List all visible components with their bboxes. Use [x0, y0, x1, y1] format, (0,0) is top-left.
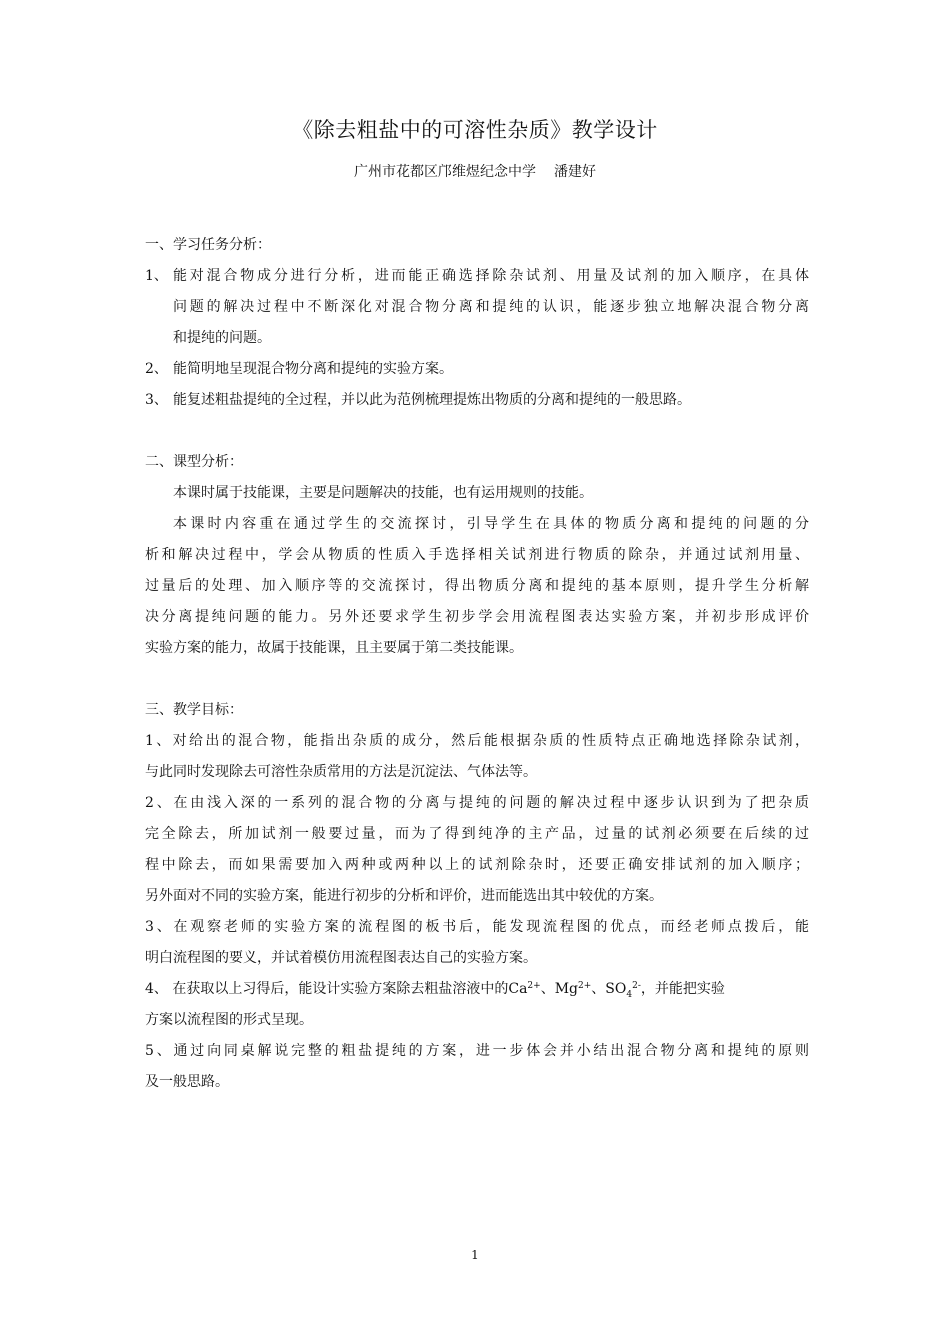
ion-sulfate: SO [605, 981, 627, 997]
goal4-text-end: ，并能把实验 [640, 981, 725, 997]
paragraph-line: 1、对给出的混合物，能指出杂质的成分，然后能根据杂质的性质特点正确地选择除杂试剂， [145, 733, 809, 749]
paragraph-line: 程中除去，而如果需要加入两种或两种以上的试剂除杂时，还要正确安排试剂的加入顺序； [145, 857, 809, 873]
paragraph-line: 及一般思路。 [145, 1074, 229, 1090]
list-number: 3、 [145, 392, 168, 408]
section-heading-lesson-type: 二、课型分析： [145, 454, 243, 470]
paragraph-line: 和提纯的问题。 [173, 330, 271, 346]
paragraph-line: 方案以流程图的形式呈现。 [145, 1012, 313, 1028]
paragraph-line: 与此同时发现除去可溶性杂质常用的方法是沉淀法、气体法等。 [145, 764, 537, 780]
paragraph-line: 明白流程图的要义，并试着模仿用流程图表达自己的实验方案。 [145, 950, 537, 966]
paragraph-line: 2、在由浅入深的一系列的混合物的分离与提纯的问题的解决过程中逐步认识到为了把杂质 [145, 795, 809, 811]
author-school: 广州市花都区邝维煜纪念中学 [354, 164, 536, 180]
paragraph-line: 能简明地呈现混合物分离和提纯的实验方案。 [173, 361, 453, 377]
goal4-text: 4、 在获取以上习得后，能设计实验方案除去粗盐溶液中的 [145, 981, 509, 997]
list-item [145, 261, 809, 354]
paragraph-line: 完全除去，所加试剂一般要过量，而为了得到纯净的主产品，过量的试剂必须要在后续的过 [145, 826, 809, 842]
paragraph-line: 另外面对不同的实验方案，能进行初步的分析和评价，进而能选出其中较优的方案。 [145, 888, 663, 904]
paragraph-line: 问题的解决过程中不断深化对混合物分离和提纯的认识，能逐步独立地解决混合物分离 [173, 299, 809, 315]
list-item [145, 385, 809, 416]
author-name: 潘建好 [554, 164, 596, 180]
document-body [145, 230, 809, 1098]
ion-charge: 2+ [578, 981, 592, 991]
separator: 、 [540, 981, 555, 997]
paragraph-line: 决分离提纯问题的能力。另外还要求学生初步学会用流程图表达实验方案，并初步形成评价 [145, 609, 809, 625]
paragraph-line: 析和解决过程中，学会从物质的性质入手选择相关试剂进行物质的除杂，并通过试剂用量、 [145, 547, 809, 563]
ion-magnesium: Mg [554, 981, 578, 997]
paragraph-line: 实验方案的能力，故属于技能课，且主要属于第二类技能课。 [145, 640, 523, 656]
section-heading-learning-task: 一、学习任务分析： [145, 237, 271, 253]
paragraph-line: 本课时属于技能课，主要是问题解决的技能，也有运用规则的技能。 [173, 485, 593, 501]
paragraph-line: 能复述粗盐提纯的全过程，并以此为范例梳理提炼出物质的分离和提纯的一般思路。 [173, 392, 691, 408]
ion-subscript: 4 [626, 990, 633, 1000]
author-line [0, 162, 950, 182]
page-number: 1 [471, 1248, 479, 1262]
ion-charge: 2- [632, 981, 641, 991]
paragraph-line: 本课时内容重在通过学生的交流探讨，引导学生在具体的物质分离和提纯的问题的分 [173, 516, 809, 532]
separator: 、 [591, 981, 606, 997]
document-title: 《除去粗盐中的可溶性杂质》教学设计 [292, 118, 658, 142]
ion-calcium: Ca [508, 981, 528, 997]
paragraph-line-with-formulas [145, 974, 809, 1005]
paragraph-line: 3、在观察老师的实验方案的流程图的板书后，能发现流程图的优点，而经老师点拨后，能 [145, 919, 809, 935]
list-number: 1、 [145, 268, 168, 284]
list-number: 2、 [145, 361, 168, 377]
paragraph-line: 5、通过向同桌解说完整的粗盐提纯的方案，进一步体会并小结出混合物分离和提纯的原则 [145, 1043, 809, 1059]
paragraph-line: 过量后的处理、加入顺序等的交流探讨，得出物质分离和提纯的基本原则，提升学生分析解 [145, 578, 809, 594]
section-heading-teaching-goals: 三、教学目标： [145, 702, 243, 718]
paragraph-line: 能对混合物成分进行分析，进而能正确选择除杂试剂、用量及试剂的加入顺序，在具体 [173, 268, 809, 284]
list-item [145, 354, 809, 385]
ion-charge: 2+ [527, 981, 541, 991]
